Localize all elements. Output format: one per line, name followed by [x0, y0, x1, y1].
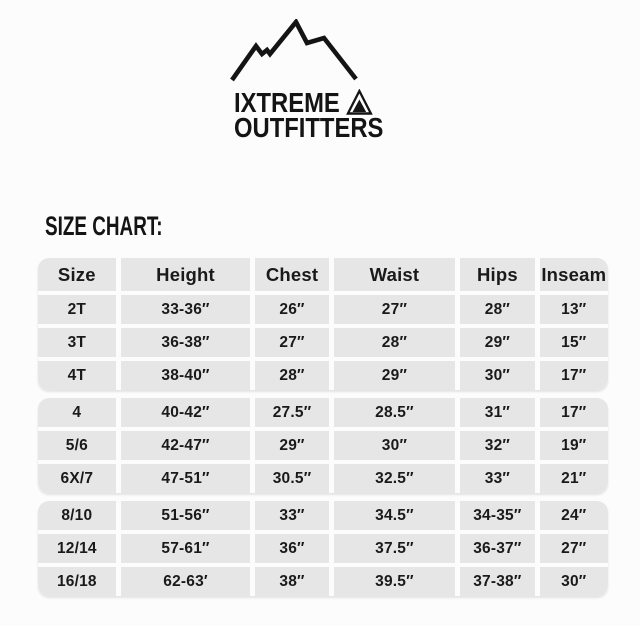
column-header-waist: Waist [334, 258, 455, 291]
column-header-size: Size [38, 258, 116, 291]
table-cell: 29″ [460, 328, 534, 357]
table-cell: 13″ [540, 295, 608, 324]
table-cell: 39.5″ [334, 567, 455, 596]
table-cell: 34.5″ [334, 501, 455, 530]
table-cell: 37-38″ [460, 567, 534, 596]
table-cell: 57-61″ [121, 534, 251, 563]
table-cell: 33″ [255, 501, 328, 530]
size-cell: 3T [38, 328, 116, 357]
table-cell: 62-63′ [121, 567, 251, 596]
table-cell: 37.5″ [334, 534, 455, 563]
table-cell: 30″ [334, 431, 455, 460]
logo-text-ixtreme: IXTREME [234, 87, 340, 118]
table-cell: 30″ [540, 567, 608, 596]
size-cell: 16/18 [38, 567, 116, 596]
table-cell: 28″ [255, 361, 328, 390]
column-header-hips: Hips [460, 258, 534, 291]
size-cell: 4 [38, 398, 116, 427]
table-cell: 33-36″ [121, 295, 251, 324]
column-header-inseam: Inseam [540, 258, 608, 291]
table-cell: 36″ [255, 534, 328, 563]
table-cell: 36-38″ [121, 328, 251, 357]
table-cell: 27″ [540, 534, 608, 563]
table-cell: 17″ [540, 398, 608, 427]
table-cell: 19″ [540, 431, 608, 460]
table-cell: 28″ [460, 295, 534, 324]
table-row-group-2 [38, 398, 608, 493]
table-row-group-3 [38, 501, 608, 596]
table-cell: 34-35″ [460, 501, 534, 530]
table-cell: 27.5″ [255, 398, 328, 427]
table-cell: 24″ [540, 501, 608, 530]
table-cell: 42-47″ [121, 431, 251, 460]
size-cell: 12/14 [38, 534, 116, 563]
table-cell: 36-37″ [460, 534, 534, 563]
size-cell: 6X/7 [38, 464, 116, 493]
size-cell: 8/10 [38, 501, 116, 530]
table-cell: 30.5″ [255, 464, 328, 493]
size-table [38, 258, 608, 604]
table-cell: 31″ [460, 398, 534, 427]
table-cell: 27″ [255, 328, 328, 357]
table-cell: 30″ [460, 361, 534, 390]
table-cell: 28.5″ [334, 398, 455, 427]
table-cell: 29″ [255, 431, 328, 460]
page-title: SIZE CHART: [45, 211, 163, 241]
table-cell: 28″ [334, 328, 455, 357]
table-cell: 17″ [540, 361, 608, 390]
table-cell: 32″ [460, 431, 534, 460]
size-cell: 5/6 [38, 431, 116, 460]
mountain-range-icon [230, 19, 358, 83]
size-cell: 4T [38, 361, 116, 390]
column-header-chest: Chest [255, 258, 328, 291]
table-cell: 27″ [334, 295, 455, 324]
table-cell: 29″ [334, 361, 455, 390]
table-cell: 38-40″ [121, 361, 251, 390]
size-cell: 2T [38, 295, 116, 324]
logo-line-2 [234, 114, 383, 142]
table-cell: 21″ [540, 464, 608, 493]
table-cell: 40-42″ [121, 398, 251, 427]
table-cell: 15″ [540, 328, 608, 357]
logo-text-outfitters: OUTFITTERS [234, 112, 384, 143]
column-header-height: Height [121, 258, 251, 291]
table-cell: 26″ [255, 295, 328, 324]
table-row-group-1 [38, 258, 608, 390]
table-cell: 38″ [255, 567, 328, 596]
table-cell: 47-51″ [121, 464, 251, 493]
table-cell: 33″ [460, 464, 534, 493]
table-cell: 51-56″ [121, 501, 251, 530]
table-cell: 32.5″ [334, 464, 455, 493]
